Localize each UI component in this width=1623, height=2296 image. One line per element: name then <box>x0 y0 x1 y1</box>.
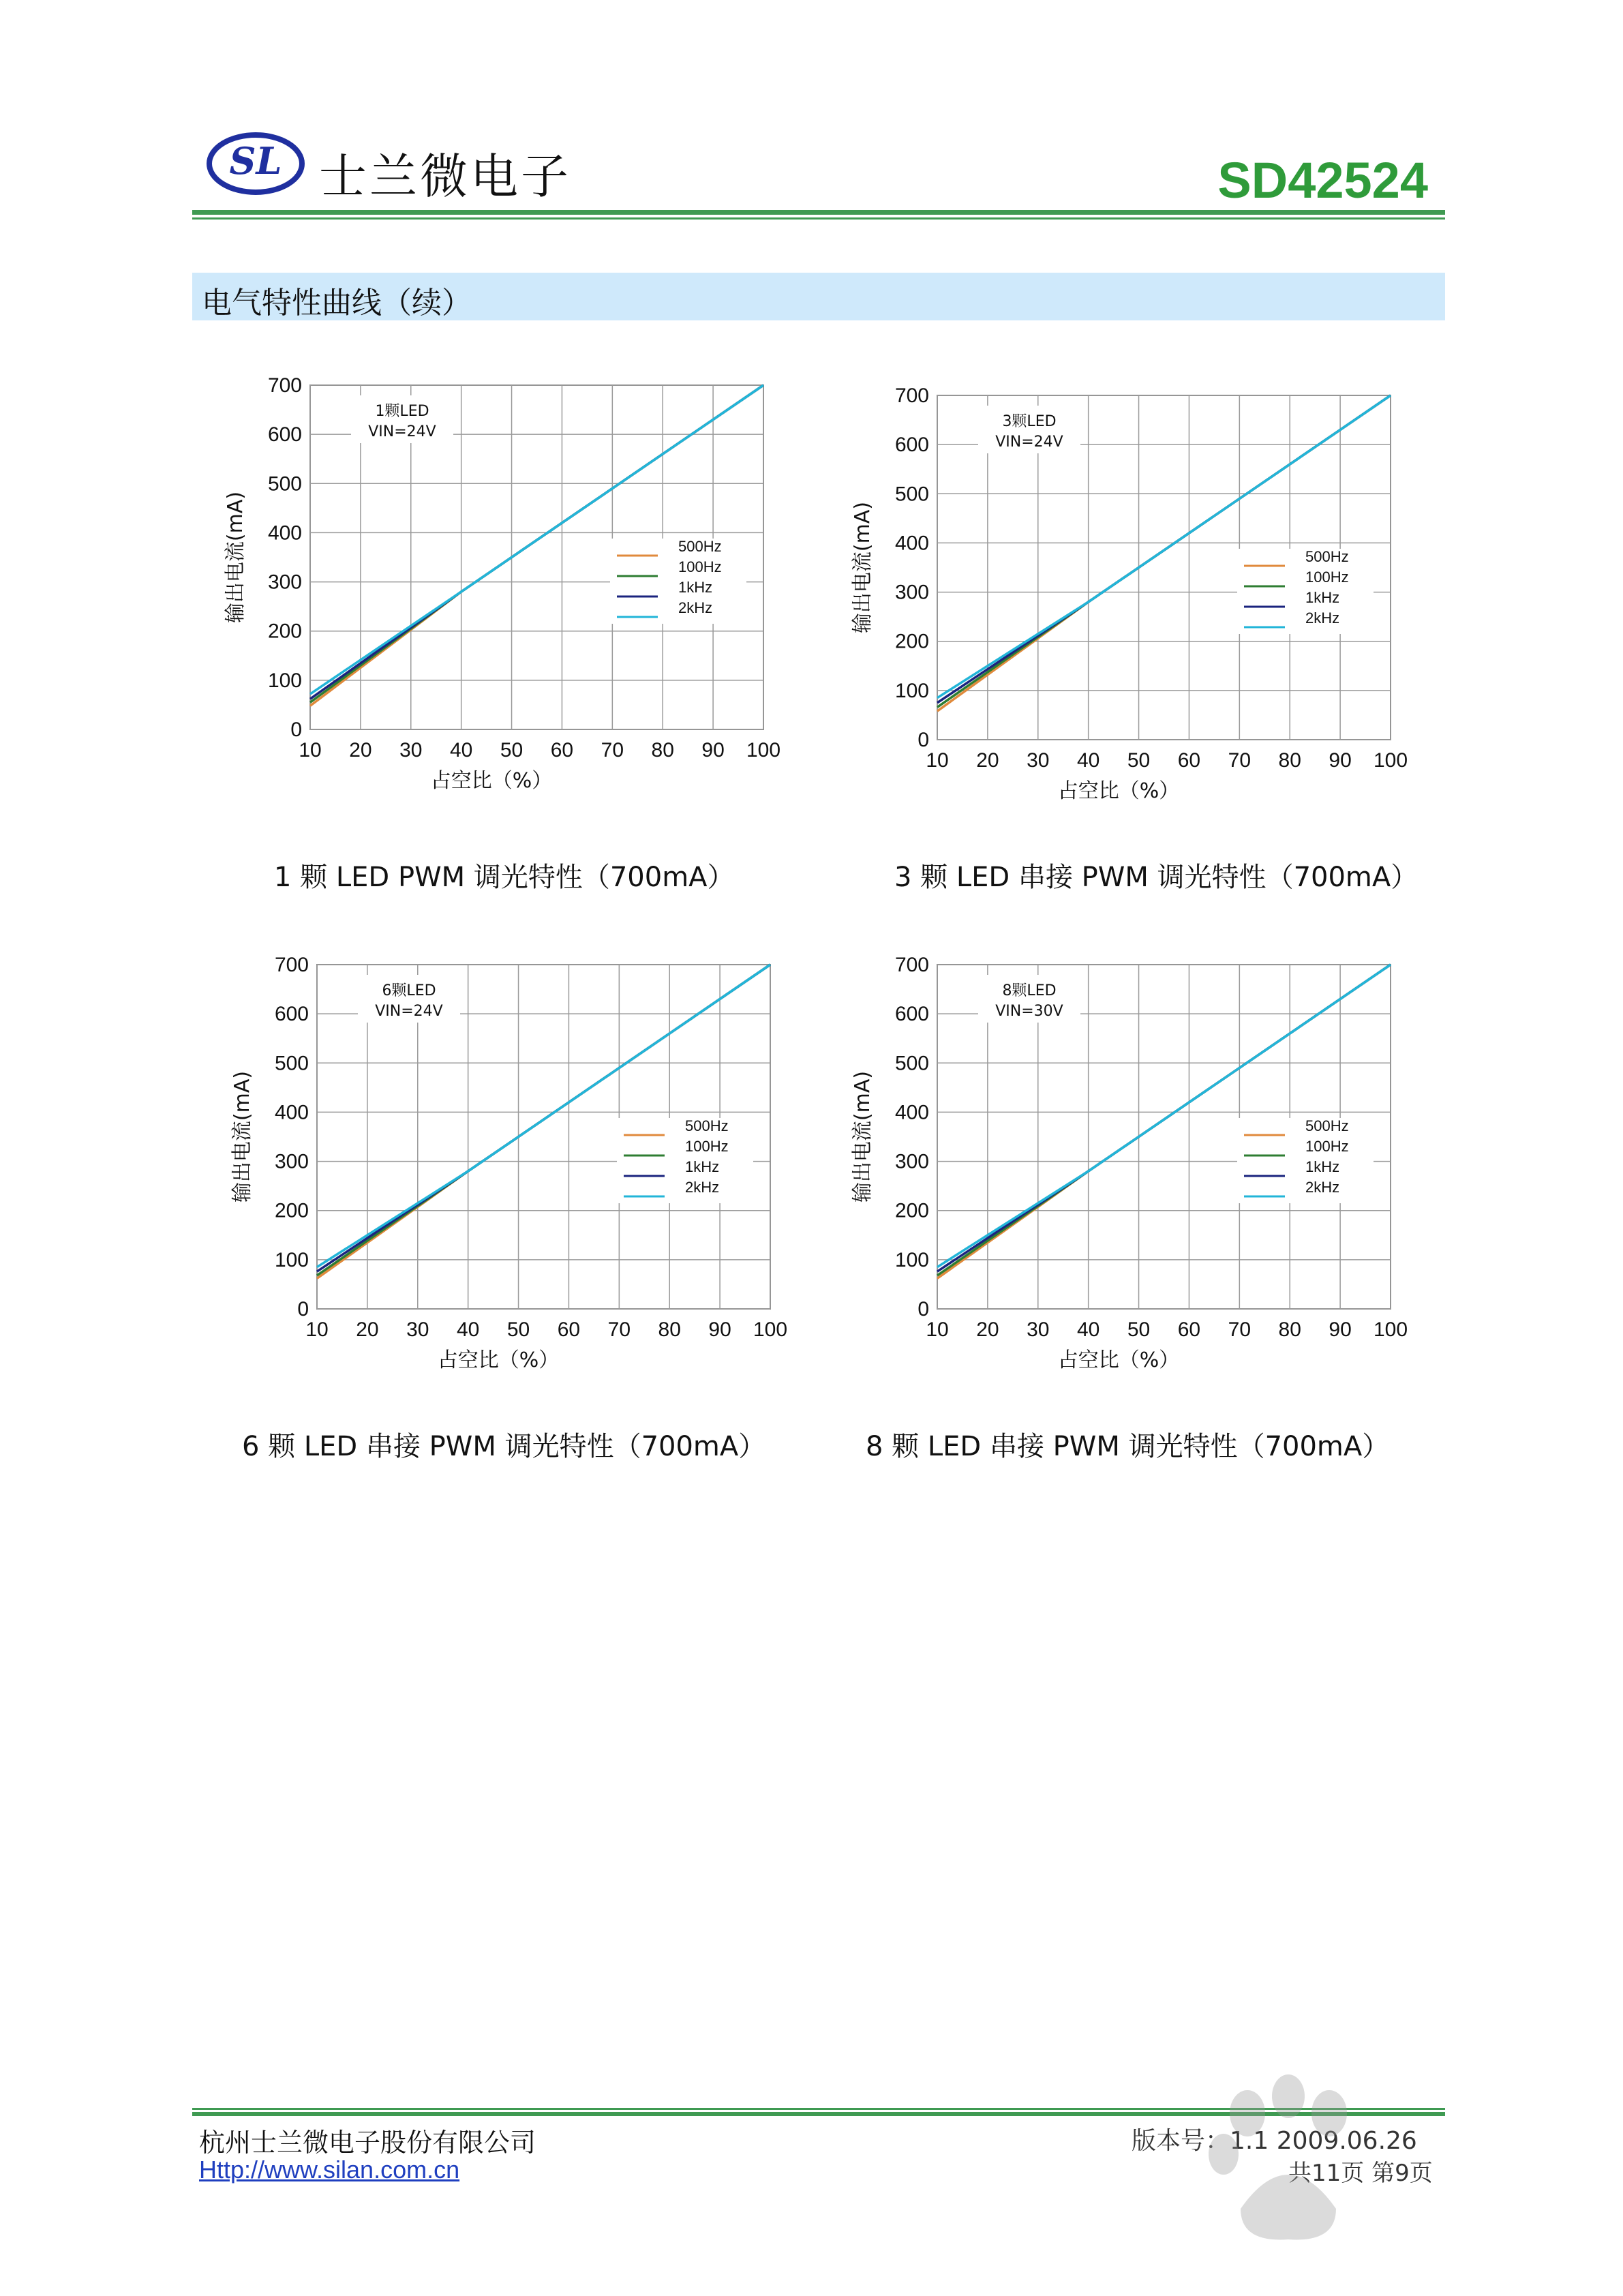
footer-version: 版本号：1.1 2009.06.26 <box>1132 2127 1417 2155</box>
y-tick-label: 200 <box>274 1199 309 1222</box>
x-tick-label: 20 <box>976 749 999 772</box>
annotation-text: 1颗LED <box>375 403 429 420</box>
legend-label: 1kHz <box>685 1158 720 1175</box>
x-tick-label: 50 <box>500 739 524 761</box>
legend-label: 100Hz <box>678 558 722 575</box>
x-tick-label: 90 <box>1329 1318 1352 1341</box>
y-tick-label: 100 <box>274 1248 309 1271</box>
legend-label: 100Hz <box>685 1138 729 1155</box>
y-tick-label: 200 <box>894 1199 929 1222</box>
y-axis-label: 输出电流(mA) <box>851 1070 875 1203</box>
y-axis-label: 输出电流(mA) <box>224 491 247 624</box>
header-rule-thick <box>192 210 1445 215</box>
header-rule-thin <box>192 217 1445 220</box>
x-tick-label: 90 <box>701 739 725 761</box>
y-tick-label: 500 <box>267 472 302 496</box>
x-tick-label: 40 <box>1076 749 1100 772</box>
x-tick-label: 30 <box>1027 749 1050 772</box>
y-tick-label: 100 <box>267 669 302 692</box>
y-tick-label: 600 <box>267 423 302 447</box>
watermark-paw-icon <box>1159 2066 1568 2270</box>
y-tick-label: 700 <box>267 374 302 397</box>
y-tick-label: 0 <box>290 719 302 741</box>
legend-label: 1kHz <box>1305 1158 1340 1175</box>
x-axis-label: 占空比（%） <box>430 769 553 793</box>
x-tick-label: 100 <box>1373 749 1408 772</box>
x-tick-label: 60 <box>550 739 574 761</box>
chart-6led <box>225 944 811 1380</box>
annotation-text: VIN=24V <box>368 423 436 440</box>
x-tick-label: 10 <box>926 1318 949 1341</box>
chart-8led <box>845 944 1431 1380</box>
legend-label: 100Hz <box>1305 569 1349 586</box>
x-tick-label: 90 <box>1329 749 1352 772</box>
annotation-text: VIN=24V <box>995 434 1063 451</box>
annotation-text: 3颗LED <box>1002 413 1057 430</box>
x-tick-label: 80 <box>658 1318 681 1341</box>
chart-1led-caption: 1 颗 LED PWM 调光特性（700mA） <box>274 862 735 893</box>
x-tick-label: 70 <box>1228 1318 1252 1341</box>
x-tick-label: 80 <box>651 739 674 761</box>
chart-3led-caption: 3 颗 LED 串接 PWM 调光特性（700mA） <box>894 862 1419 893</box>
y-tick-label: 100 <box>894 1248 929 1271</box>
y-tick-label: 600 <box>894 434 929 457</box>
y-tick-label: 600 <box>894 1003 929 1026</box>
footer-company: 杭州士兰微电子股份有限公司 <box>199 2128 536 2158</box>
legend-label: 500Hz <box>1305 548 1349 565</box>
chart-3led <box>845 375 1431 811</box>
x-tick-label: 100 <box>1373 1318 1408 1341</box>
x-tick-label: 40 <box>1076 1318 1100 1341</box>
legend-label: 2kHz <box>1305 1179 1340 1196</box>
x-tick-label: 30 <box>1027 1318 1050 1341</box>
legend-label: 1kHz <box>678 579 713 596</box>
legend-label: 2kHz <box>685 1179 720 1196</box>
annotation-text: VIN=30V <box>995 1003 1063 1020</box>
y-tick-label: 700 <box>894 954 929 976</box>
y-tick-label: 500 <box>274 1052 309 1075</box>
legend-label: 500Hz <box>685 1117 729 1134</box>
y-tick-label: 200 <box>267 620 302 643</box>
section-title: 电气特性曲线（续） <box>202 286 472 320</box>
x-tick-label: 70 <box>601 739 624 761</box>
y-tick-label: 300 <box>894 1150 929 1173</box>
x-tick-label: 30 <box>406 1318 429 1341</box>
company-logo <box>204 126 307 201</box>
footer-page-number: 共11页 第9页 <box>1288 2160 1433 2187</box>
x-axis-label: 占空比（%） <box>437 1348 560 1372</box>
x-tick-label: 60 <box>1177 1318 1201 1341</box>
y-tick-label: 700 <box>274 954 309 976</box>
x-tick-label: 20 <box>976 1318 999 1341</box>
x-tick-label: 10 <box>299 739 322 761</box>
x-tick-label: 80 <box>1278 749 1301 772</box>
y-tick-label: 600 <box>274 1003 309 1026</box>
x-axis-label: 占空比（%） <box>1057 779 1180 803</box>
y-axis-label: 输出电流(mA) <box>851 501 875 634</box>
chart-1led <box>218 365 804 801</box>
y-tick-label: 0 <box>297 1298 309 1320</box>
x-tick-label: 10 <box>305 1318 329 1341</box>
y-tick-label: 400 <box>267 522 302 545</box>
y-tick-label: 300 <box>267 571 302 594</box>
x-tick-label: 20 <box>349 739 372 761</box>
x-tick-label: 50 <box>506 1318 530 1341</box>
chart-6led-caption: 6 颗 LED 串接 PWM 调光特性（700mA） <box>242 1431 766 1462</box>
annotation-text: 6颗LED <box>382 982 436 999</box>
annotation-text: VIN=24V <box>375 1003 443 1020</box>
legend-label: 500Hz <box>678 538 722 555</box>
x-tick-label: 10 <box>926 749 949 772</box>
legend-label: 1kHz <box>1305 589 1340 606</box>
legend-label: 500Hz <box>1305 1117 1349 1134</box>
legend-label: 100Hz <box>1305 1138 1349 1155</box>
part-number: SD42524 <box>1217 152 1428 209</box>
x-tick-label: 20 <box>356 1318 379 1341</box>
x-tick-label: 70 <box>1228 749 1252 772</box>
x-tick-label: 60 <box>1177 749 1201 772</box>
x-tick-label: 50 <box>1127 1318 1151 1341</box>
x-tick-label: 100 <box>746 739 781 761</box>
y-tick-label: 500 <box>894 1052 929 1075</box>
y-tick-label: 400 <box>894 532 929 555</box>
legend-label: 2kHz <box>678 599 713 616</box>
footer-url-link[interactable]: Http://www.silan.com.cn <box>199 2156 460 2184</box>
x-tick-label: 50 <box>1127 749 1151 772</box>
y-tick-label: 200 <box>894 630 929 653</box>
logo-text: SL <box>229 139 282 183</box>
x-tick-label: 90 <box>708 1318 731 1341</box>
y-tick-label: 400 <box>894 1101 929 1124</box>
x-tick-label: 60 <box>557 1318 581 1341</box>
x-tick-label: 40 <box>449 739 473 761</box>
y-axis-label: 输出电流(mA) <box>230 1070 254 1203</box>
y-tick-label: 400 <box>274 1101 309 1124</box>
y-tick-label: 0 <box>917 729 929 751</box>
annotation-text: 8颗LED <box>1002 982 1057 999</box>
y-tick-label: 100 <box>894 679 929 702</box>
company-name: 士兰微电子 <box>319 149 571 205</box>
x-tick-label: 30 <box>399 739 423 761</box>
x-tick-label: 70 <box>607 1318 631 1341</box>
x-tick-label: 40 <box>456 1318 480 1341</box>
y-tick-label: 500 <box>894 483 929 506</box>
x-tick-label: 80 <box>1278 1318 1301 1341</box>
x-tick-label: 100 <box>753 1318 788 1341</box>
chart-8led-caption: 8 颗 LED 串接 PWM 调光特性（700mA） <box>866 1431 1390 1462</box>
legend-label: 2kHz <box>1305 609 1340 626</box>
y-tick-label: 0 <box>917 1298 929 1320</box>
y-tick-label: 300 <box>894 581 929 604</box>
x-axis-label: 占空比（%） <box>1057 1348 1180 1372</box>
y-tick-label: 300 <box>274 1150 309 1173</box>
y-tick-label: 700 <box>894 384 929 407</box>
